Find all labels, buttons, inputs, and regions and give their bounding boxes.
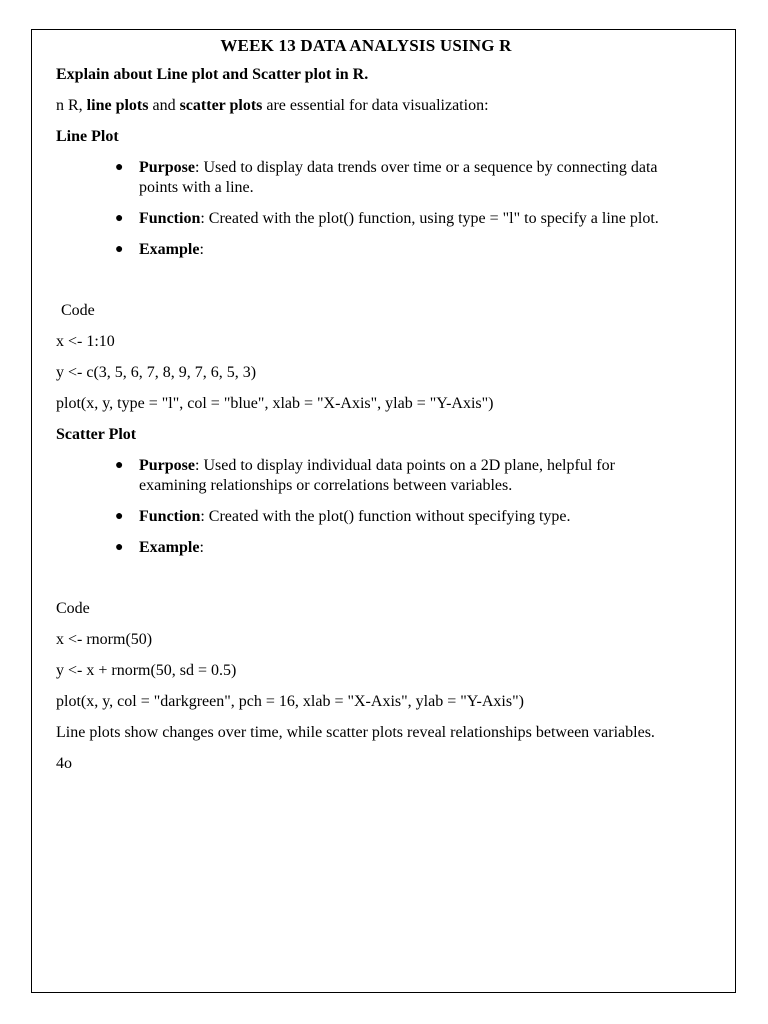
conclusion-paragraph: Line plots show changes over time, while scatter plots reveal relationships between variables. xyxy=(56,724,655,741)
bullet-icon: ● xyxy=(115,458,124,473)
code-line: plot(x, y, col = "darkgreen", pch = 16, xlab = "X-Axis", ylab = "Y-Axis") xyxy=(56,693,524,710)
intro-suffix: are essential for data visualization: xyxy=(262,97,489,114)
scatter-plot-heading: Scatter Plot xyxy=(56,426,137,443)
bullet-icon: ● xyxy=(115,509,124,524)
code-line: y <- x + rnorm(50, sd = 0.5) xyxy=(56,662,237,679)
bullet-icon: ● xyxy=(115,242,124,257)
bullet-text: : Created with the plot() function, using type = "l" to specify a line plot. xyxy=(200,210,659,227)
scatter-plot-bullet-list xyxy=(56,456,676,558)
bullet-text: : xyxy=(199,539,204,556)
intro-bold-line-plots: line plots xyxy=(86,97,149,114)
scatter-plot-code-label: Code xyxy=(56,600,90,617)
bullet-text: : Created with the plot() function without specifying type. xyxy=(200,508,571,525)
intro-prefix: n R, xyxy=(56,97,87,114)
list-item xyxy=(115,507,659,527)
bullet-term: Function xyxy=(139,508,201,525)
question-heading: Explain about Line plot and Scatter plot in R. xyxy=(56,66,369,83)
bullet-text: : xyxy=(199,241,204,258)
intro-paragraph xyxy=(56,96,676,116)
list-item xyxy=(115,158,659,198)
page-title: WEEK 13 DATA ANALYSIS USING R xyxy=(220,36,512,55)
bullet-term: Example xyxy=(139,241,200,258)
bullet-term: Purpose xyxy=(139,159,195,176)
list-item xyxy=(115,538,659,558)
intro-bold-scatter-plots: scatter plots xyxy=(179,97,263,114)
spacer xyxy=(56,271,676,301)
code-line: x <- 1:10 xyxy=(56,333,115,350)
bullet-icon: ● xyxy=(115,211,124,226)
bullet-icon: ● xyxy=(115,160,124,175)
bullet-text: : Used to display individual data points on a 2D plane, helpful for examining relationships or correlations between variables. xyxy=(139,457,615,494)
bullet-text: : Used to display data trends over time or a sequence by connecting data points with a line. xyxy=(139,159,658,196)
bullet-term: Function xyxy=(139,210,201,227)
code-line: plot(x, y, type = "l", col = "blue", xlab = "X-Axis", ylab = "Y-Axis") xyxy=(56,395,494,412)
line-plot-heading: Line Plot xyxy=(56,128,119,145)
bullet-icon: ● xyxy=(115,540,124,555)
footer-note: 4o xyxy=(56,755,72,772)
list-item xyxy=(115,209,659,229)
list-item xyxy=(115,240,659,260)
code-line: y <- c(3, 5, 6, 7, 8, 9, 7, 6, 5, 3) xyxy=(56,364,257,381)
document-body xyxy=(56,36,676,785)
list-item xyxy=(115,456,659,496)
spacer xyxy=(56,569,676,599)
code-line: x <- rnorm(50) xyxy=(56,631,153,648)
line-plot-bullet-list xyxy=(56,158,676,260)
intro-mid: and xyxy=(148,97,180,114)
bullet-term: Example xyxy=(139,539,200,556)
bullet-term: Purpose xyxy=(139,457,195,474)
line-plot-code-label: Code xyxy=(61,302,95,319)
